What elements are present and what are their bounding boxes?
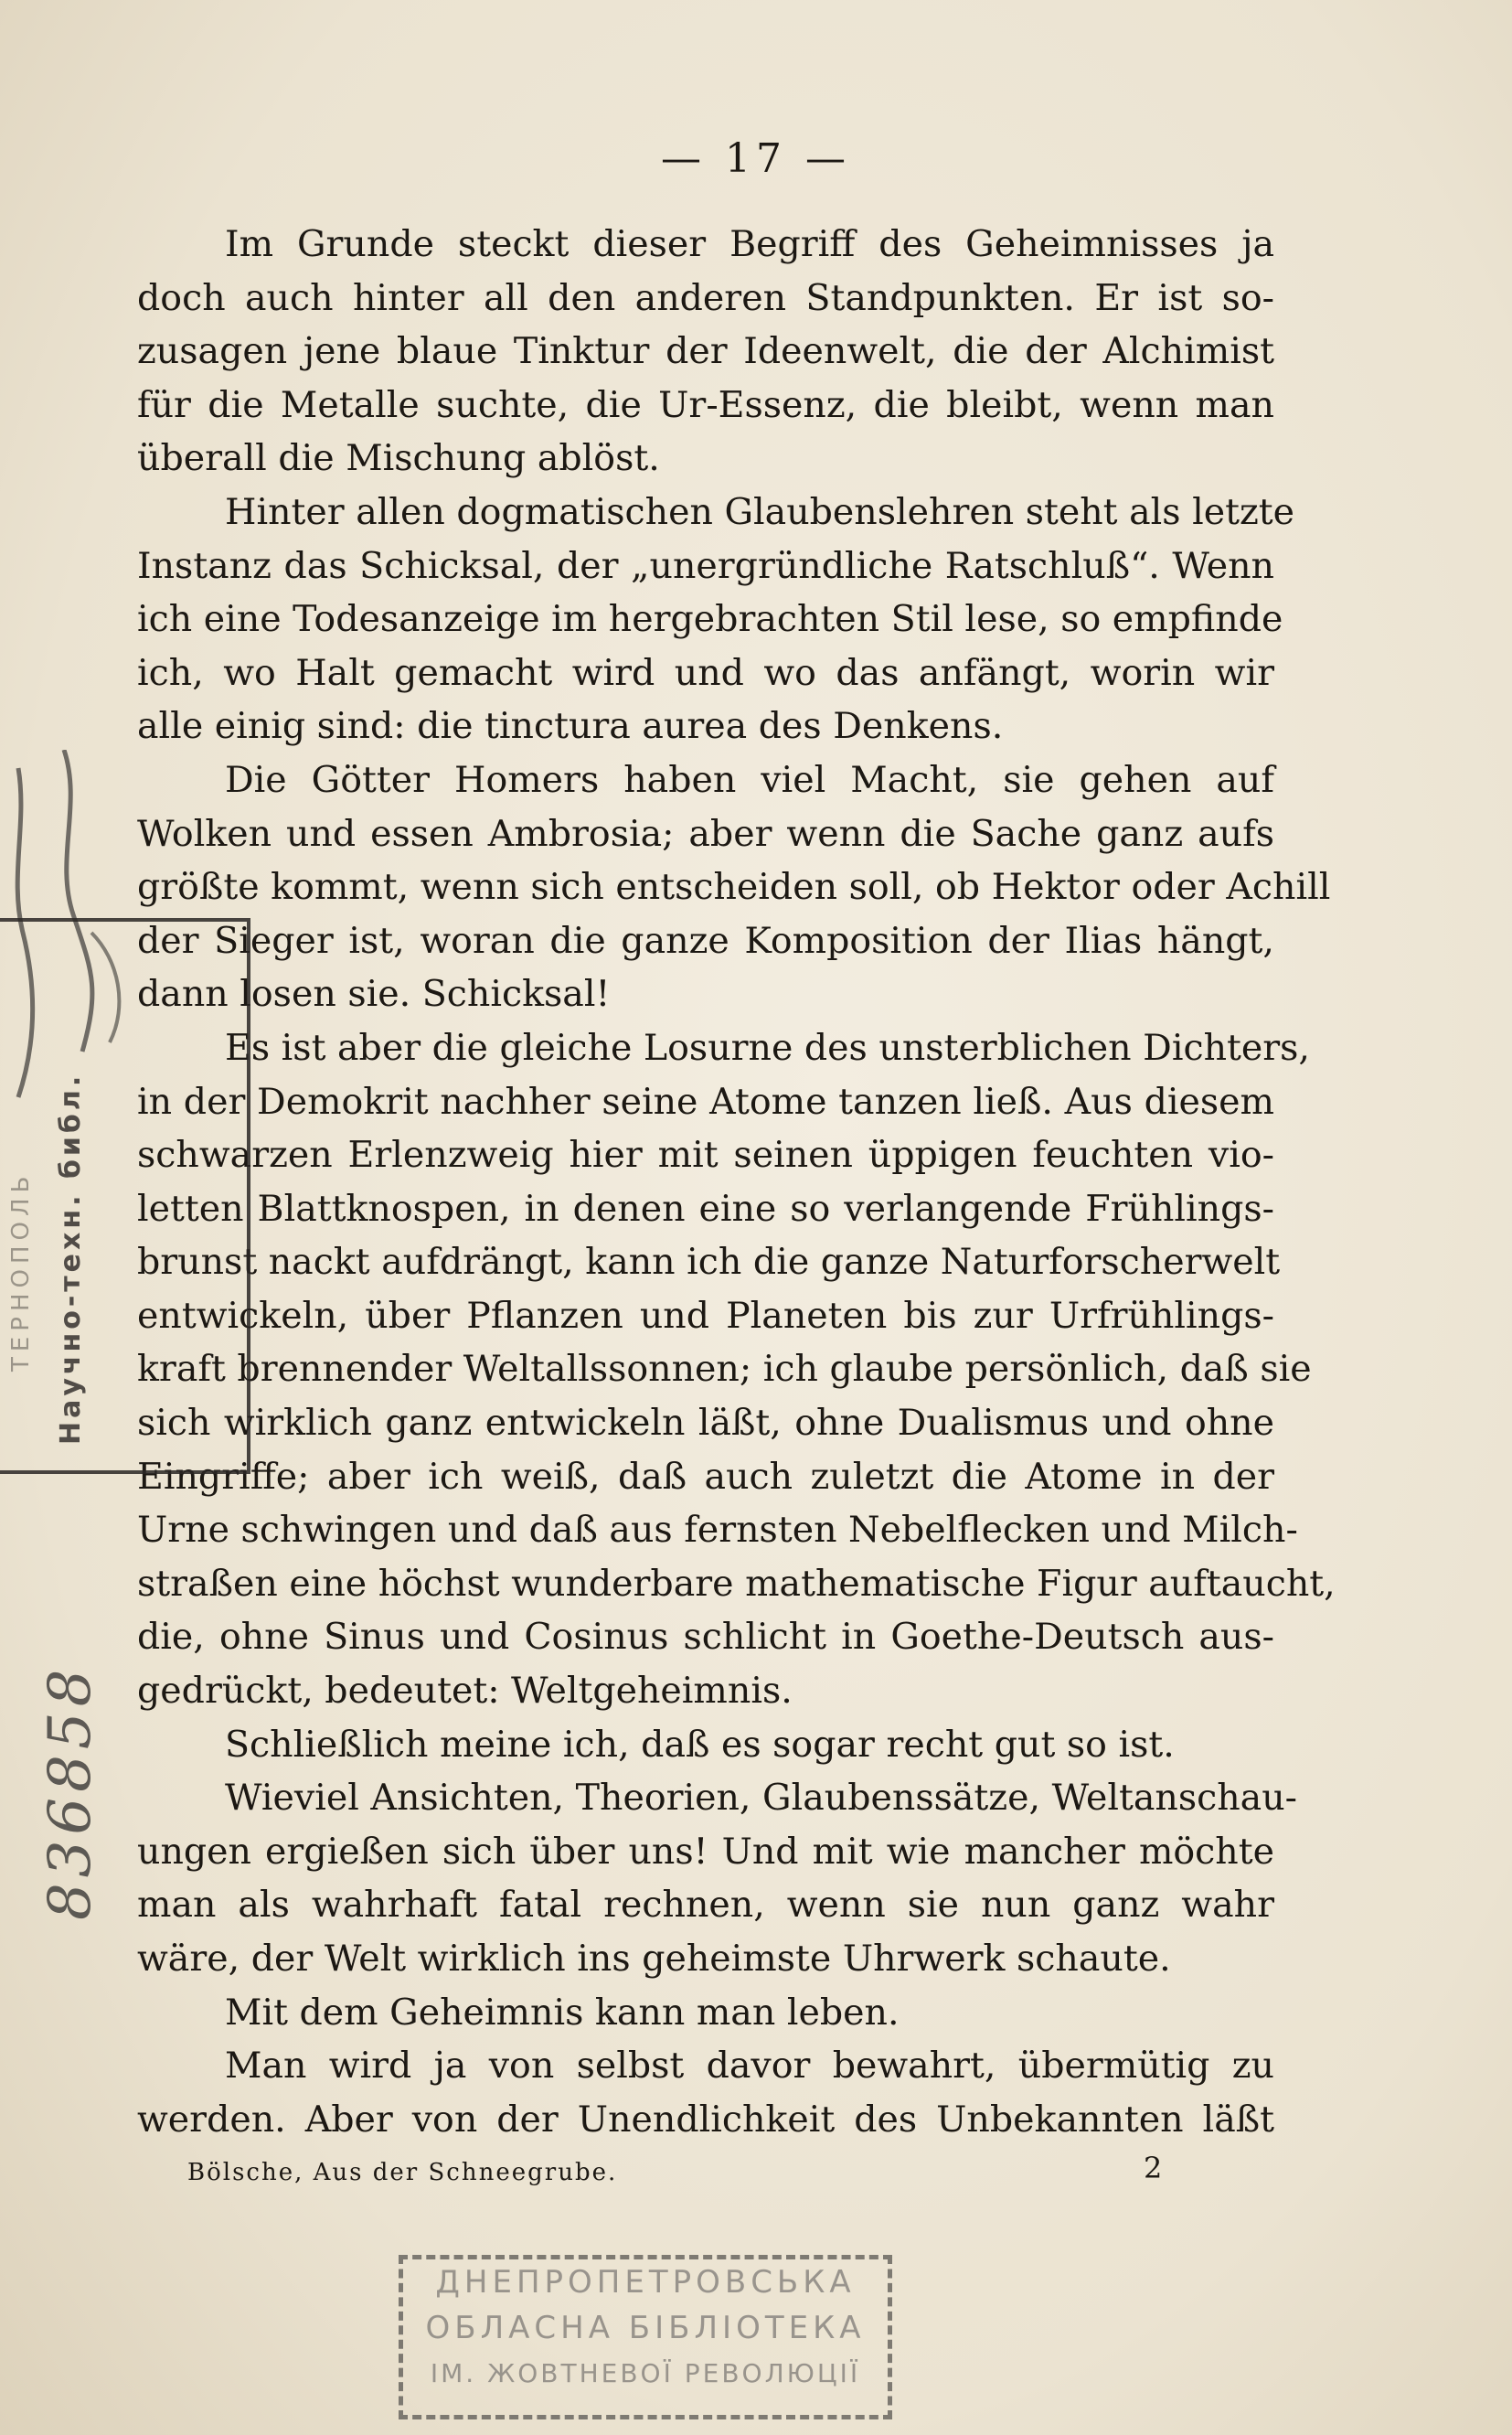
text-line: wäre, der Welt wirklich ins geheimste Uhrwerk schaute.	[137, 1938, 1171, 1980]
text-line: gedrückt, bedeutet: Weltgeheimnis.	[137, 1670, 793, 1713]
text-line: Man wird ja von selbst davor bewahrt, übermütig zu	[225, 2045, 1274, 2088]
library-stamp-text: Научно-техн. библ.	[55, 1072, 87, 1445]
text-line: zusagen jene blaue Tinktur der Ideenwelt, die der Alchimist	[137, 330, 1274, 373]
text-line: Wolken und essen Ambrosia; aber wenn die Sache ganz aufs	[137, 812, 1274, 855]
footer-signature: Bölsche, Aus der Schneegrube.	[187, 2159, 618, 2186]
body-text	[137, 218, 1336, 2146]
text-line: Wieviel Ansichten, Theorien, Glaubenssätze, Weltanschau-	[225, 1777, 1298, 1820]
text-line: in der Demokrit nachher seine Atome tanzen ließ. Aus diesem	[137, 1080, 1274, 1123]
text-line: brunst nackt aufdrängt, kann ich die ganze Naturforscherwelt	[137, 1241, 1281, 1284]
text-line: Instanz das Schicksal, der „unergründliche Ratschluß“. Wenn	[137, 544, 1274, 587]
text-line: dann losen sie. Schicksal!	[137, 973, 611, 1016]
library-stamp-text-faint: ТЕРНОПОЛЬ	[7, 1170, 35, 1372]
text-line: kraft brennender Weltallssonnen; ich glaube persönlich, daß sie	[137, 1348, 1312, 1391]
library-stamp-bottom	[399, 2255, 892, 2419]
text-line: der Sieger ist, woran die ganze Komposition der Ilias hängt,	[137, 919, 1274, 962]
text-line: Eingriffe; aber ich weiß, daß auch zuletzt die Atome in der	[137, 1455, 1274, 1498]
text-line: Im Grunde steckt dieser Begriff des Geheimnisses ja	[225, 223, 1274, 265]
text-line: alle einig sind: die tinctura aurea des Denkens.	[137, 705, 1004, 748]
footer-sheet-number: 2	[1144, 2151, 1163, 2185]
text-line: Urne schwingen und daß aus fernsten Nebelflecken und Milch-	[137, 1509, 1298, 1552]
text-line: ungen ergießen sich über uns! Und mit wie mancher möchte	[137, 1830, 1274, 1873]
text-line: letten Blattknospen, in denen eine so verlangende Frühlings-	[137, 1187, 1274, 1230]
text-line: Mit dem Geheimnis kann man leben.	[225, 1991, 900, 2034]
text-line: man als wahrhaft fatal rechnen, wenn sie nun ganz wahr	[137, 1884, 1274, 1927]
library-stamp-side	[0, 918, 250, 1474]
text-line: schwarzen Erlenzweig hier mit seinen üppigen feuchten vio-	[137, 1134, 1274, 1177]
text-line: entwickeln, über Pflanzen und Planeten bis zur Urfrühlings-	[137, 1294, 1274, 1337]
text-line: Schließlich meine ich, daß es sogar recht gut so ist.	[225, 1723, 1175, 1766]
stamp-line: ДНЕПРОПЕТРОВСЬКА	[435, 2264, 856, 2301]
text-line: straßen eine höchst wunderbare mathematische Figur auftaucht,	[137, 1562, 1336, 1605]
text-line: überall die Mischung ablöst.	[137, 437, 660, 480]
text-line: für die Metalle suchte, die Ur-Essenz, die bleibt, wenn man	[137, 383, 1274, 426]
text-line: Die Götter Homers haben viel Macht, sie gehen auf	[225, 758, 1274, 801]
text-line: ich, wo Halt gemacht wird und wo das anfängt, worin wir	[137, 651, 1274, 694]
text-line: doch auch hinter all den anderen Standpunkten. Er ist so-	[137, 276, 1274, 319]
stamp-line: ОБЛАСНА БІБЛІОТЕКА	[425, 2310, 866, 2346]
text-line: größte kommt, wenn sich entscheiden soll, ob Hektor oder Achill	[137, 866, 1331, 909]
text-line: werden. Aber von der Unendlichkeit des Unbekannten läßt	[137, 2098, 1274, 2141]
page-number: — 17 —	[661, 135, 851, 182]
text-line: Hinter allen dogmatischen Glaubenslehren steht als letzte	[225, 490, 1295, 533]
handwritten-inventory-number: 836858	[37, 1663, 104, 1920]
text-line: ich eine Todesanzeige im hergebrachten Stil lese, so empfinde	[137, 598, 1283, 641]
text-line: Es ist aber die gleiche Losurne des unsterblichen Dichters,	[225, 1026, 1310, 1069]
text-line: sich wirklich ganz entwickeln läßt, ohne Dualismus und ohne	[137, 1402, 1274, 1445]
text-line: die, ohne Sinus und Cosinus schlicht in Goethe-Deutsch aus-	[137, 1616, 1274, 1659]
stamp-line: ІМ. ЖОВТНЕВОЇ РЕВОЛЮЦІЇ	[430, 2358, 861, 2388]
